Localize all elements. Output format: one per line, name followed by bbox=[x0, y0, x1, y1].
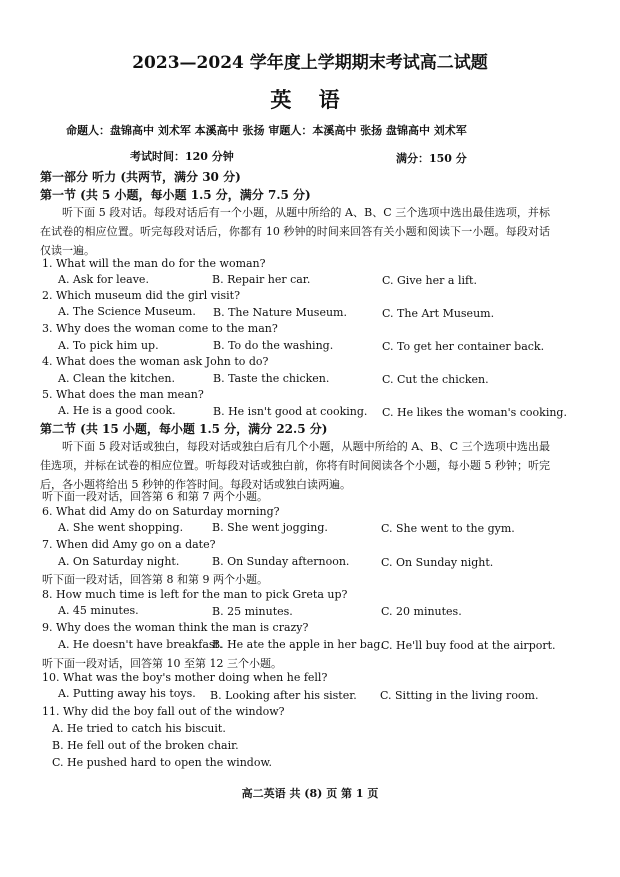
q9-option-c: C. He'll buy food at the airport. bbox=[381, 639, 556, 652]
q6-option-c: C. She went to the gym. bbox=[381, 522, 515, 535]
q7-option-b: B. On Sunday afternoon. bbox=[212, 555, 350, 568]
subject-title: 英 语 bbox=[270, 87, 350, 112]
question-9: 9. Why does the woman think the man is crazy? bbox=[42, 621, 309, 634]
authors-line: 命题人：盘锦高中 刘术军 本溪高中 张扬 审题人：本溪高中 张扬 盘锦高中 刘术军 bbox=[66, 124, 467, 137]
q9-option-b: B. He ate the apple in her bag. bbox=[212, 638, 384, 651]
q1-option-b: B. Repair her car. bbox=[212, 273, 311, 286]
q3-option-c: C. To get her container back. bbox=[382, 340, 545, 353]
question-11: 11. Why did the boy fall out of the window? bbox=[42, 705, 285, 718]
listening-note-2: 听下面一段对话，回答第 8 和第 9 两个小题。 bbox=[42, 573, 268, 586]
question-2: 2. Which museum did the girl visit? bbox=[42, 289, 240, 302]
q9-option-a: A. He doesn't have breakfast. bbox=[58, 638, 223, 651]
question-1: 1. What will the man do for the woman? bbox=[42, 257, 266, 270]
q6-option-a: A. She went shopping. bbox=[58, 521, 184, 534]
listening-note-3: 听下面一段对话，回答第 10 至第 12 三个小题。 bbox=[42, 657, 282, 670]
part1-heading: 第一部分 听力 (共两节，满分 30 分) bbox=[40, 170, 241, 184]
page-footer: 高二英语 共 (8) 页 第 1 页 bbox=[241, 787, 379, 800]
q1-option-a: A. Ask for leave. bbox=[58, 273, 149, 286]
q5-option-c: C. He likes the woman's cooking. bbox=[382, 406, 567, 419]
q10-option-c: C. Sitting in the living room. bbox=[380, 689, 539, 702]
section2-heading: 第二节 (共 15 小题，每小题 1.5 分，满分 22.5 分) bbox=[40, 422, 328, 436]
q4-option-c: C. Cut the chicken. bbox=[382, 373, 489, 386]
q8-option-c: C. 20 minutes. bbox=[381, 605, 462, 618]
exam-title: 2023—2024 学年度上学期期末考试高二试题 bbox=[132, 53, 488, 73]
section1-heading: 第一节 (共 5 小题，每小题 1.5 分，满分 7.5 分) bbox=[40, 188, 311, 202]
exam-time: 考试时间：120 分钟 bbox=[130, 150, 234, 163]
q10-option-b: B. Looking after his sister. bbox=[210, 689, 357, 702]
q6-option-b: B. She went jogging. bbox=[212, 521, 328, 534]
q4-option-a: A. Clean the kitchen. bbox=[58, 372, 175, 385]
total-score: 满分：150 分 bbox=[396, 152, 467, 165]
q11-option-c: C. He pushed hard to open the window. bbox=[52, 756, 273, 769]
q4-option-b: B. Taste the chicken. bbox=[213, 372, 330, 385]
q3-option-a: A. To pick him up. bbox=[58, 339, 159, 352]
q2-option-c: C. The Art Museum. bbox=[382, 307, 495, 320]
q2-option-a: A. The Science Museum. bbox=[58, 305, 196, 318]
question-3: 3. Why does the woman come to the man? bbox=[42, 322, 278, 335]
question-4: 4. What does the woman ask John to do? bbox=[42, 355, 269, 368]
q5-option-a: A. He is a good cook. bbox=[58, 404, 176, 417]
question-7: 7. When did Amy go on a date? bbox=[42, 538, 216, 551]
section1-instructions: 听下面 5 段对话。每段对话后有一个小题，从题中所给的 A、B、C 三个选项中选出最佳选项，并标在试卷的相应位置。听完每段对话后，你都有 10 秒钟的时间来回答有关小题和阅读下一小题。每段对话仅读一遍。 bbox=[40, 206, 550, 257]
question-8: 8. How much time is left for the man to pick Greta up? bbox=[42, 588, 348, 601]
question-10: 10. What was the boy's mother doing when he fell? bbox=[42, 671, 328, 684]
q1-option-c: C. Give her a lift. bbox=[382, 274, 477, 287]
q3-option-b: B. To do the washing. bbox=[213, 339, 334, 352]
question-5: 5. What does the man mean? bbox=[42, 388, 204, 401]
q11-option-b: B. He fell out of the broken chair. bbox=[52, 739, 239, 752]
q7-option-a: A. On Saturday night. bbox=[58, 555, 180, 568]
q5-option-b: B. He isn't good at cooking. bbox=[213, 405, 368, 418]
q10-option-a: A. Putting away his toys. bbox=[58, 687, 196, 700]
section2-instructions: 听下面 5 段对话或独白，每段对话或独白后有几个小题，从题中所给的 A、B、C 三个选项中选出最佳选项，并标在试卷的相应位置。听每段对话或独白前，你将有时间阅读各个小题，每小题 5 秒钟；听完后，各小题将给出 5 秒钟的作答时间。每段对话或独白读两遍。 bbox=[40, 440, 550, 491]
listening-note-1: 听下面一段对话，回答第 6 和第 7 两个小题。 bbox=[42, 490, 268, 503]
q2-option-b: B. The Nature Museum. bbox=[213, 306, 347, 319]
q11-option-a: A. He tried to catch his biscuit. bbox=[52, 722, 226, 735]
q8-option-b: B. 25 minutes. bbox=[212, 605, 293, 618]
question-6: 6. What did Amy do on Saturday morning? bbox=[42, 505, 280, 518]
q7-option-c: C. On Sunday night. bbox=[381, 556, 494, 569]
q8-option-a: A. 45 minutes. bbox=[58, 604, 139, 617]
